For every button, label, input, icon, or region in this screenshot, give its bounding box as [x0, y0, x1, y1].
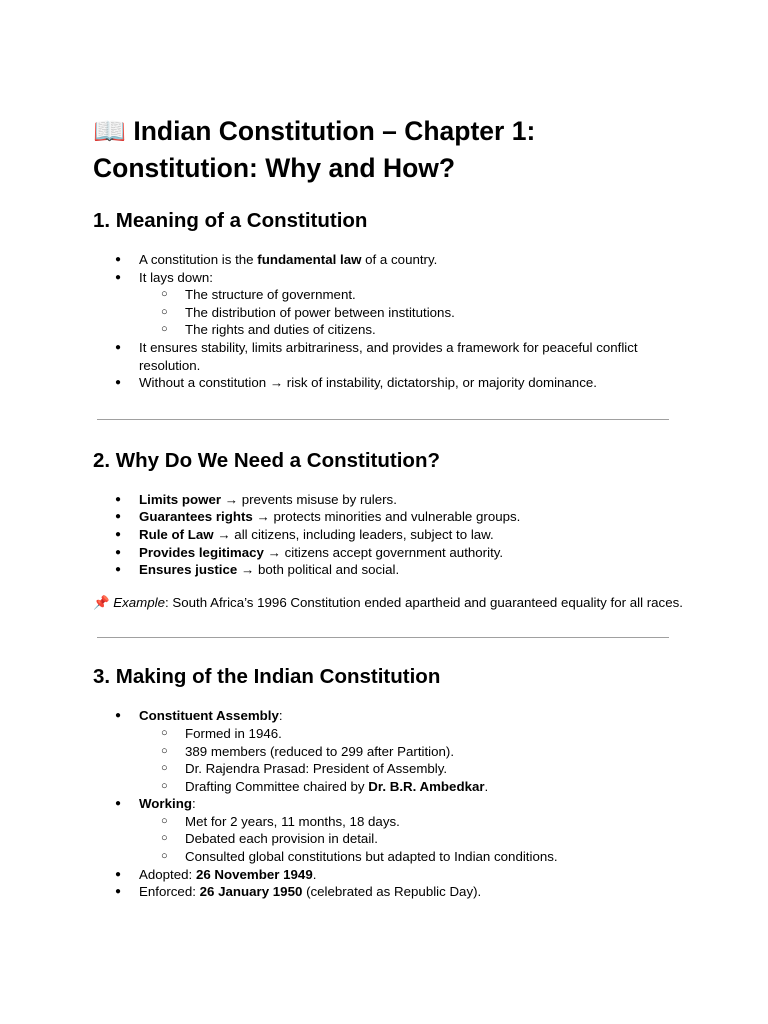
list-item: ● Ensures justice → both political and social.	[93, 561, 683, 579]
list-item: ● Enforced: 26 January 1950 (celebrated as Republic Day).	[93, 883, 683, 901]
sublist-item: ○ Consulted global constitutions but adapted to Indian conditions.	[139, 848, 683, 866]
list-item: ● Limits power → prevents misuse by rulers.	[93, 491, 683, 509]
sublist	[139, 725, 683, 795]
list-item: ● Guarantees rights → protects minorities and vulnerable groups.	[93, 508, 683, 526]
sublist-item: ○ Debated each provision in detail.	[139, 830, 683, 848]
sublist-item: ○ 389 members (reduced to 299 after Partition).	[139, 743, 683, 761]
sublist-item: ○ Formed in 1946.	[139, 725, 683, 743]
title-line1: Indian Constitution – Chapter 1:	[133, 116, 536, 146]
sublist-item: ○ Dr. Rajendra Prasad: President of Assembly.	[139, 760, 683, 778]
list-item: ● It ensures stability, limits arbitrariness, and provides a framework for peaceful conflict resolution.	[93, 339, 683, 374]
section3-list	[93, 707, 683, 901]
sublist	[139, 813, 683, 866]
list-item: ● Working: ○ Met for 2 years, 11 months, 18 days. ○ Debated each provision in detail. ○ Consulted global constitutions but adapted to Indian conditions.	[93, 795, 683, 865]
horizontal-divider	[97, 637, 669, 638]
section2-list	[93, 491, 683, 579]
section1-list	[93, 251, 683, 392]
pushpin-icon: 📌	[93, 594, 110, 610]
section3-heading: 3. Making of the Indian Constitution	[93, 665, 441, 689]
open-book-icon: 📖	[93, 116, 126, 146]
section1-heading: 1. Meaning of a Constitution	[93, 209, 368, 232]
example-text: : South Africa’s 1996 Constitution ended apartheid and guaranteed equality for all races.	[165, 594, 683, 610]
sublist-item: ○ The rights and duties of citizens.	[139, 321, 683, 339]
list-item: ● Rule of Law → all citizens, including leaders, subject to law.	[93, 526, 683, 544]
document-content	[93, 113, 683, 901]
sublist-item: ○ Drafting Committee chaired by Dr. B.R. Ambedkar.	[139, 778, 683, 796]
section2-heading: 2. Why Do We Need a Constitution?	[93, 448, 440, 472]
list-item: ● Without a constitution → risk of instability, dictatorship, or majority dominance.	[93, 374, 683, 392]
list-item: ● It lays down: ○ The structure of government. ○ The distribution of power between institutions. ○ The rights and duties of citizens.	[93, 269, 683, 339]
list-item: ● Constituent Assembly: ○ Formed in 1946. ○ 389 members (reduced to 299 after Partition). ○ Dr. Rajendra Prasad: President of Assembly. ○ Drafting Committee chaired by Dr. B.R. Ambedkar.	[93, 707, 683, 795]
list-item: ● A constitution is the fundamental law of a country.	[93, 251, 683, 269]
example-label: Example	[113, 594, 165, 610]
list-item: ● Adopted: 26 November 1949.	[93, 866, 683, 884]
horizontal-divider	[97, 419, 669, 420]
sublist	[139, 286, 683, 339]
example-note	[93, 594, 683, 612]
sublist-item: ○ The distribution of power between institutions.	[139, 304, 683, 322]
sublist-item: ○ Met for 2 years, 11 months, 18 days.	[139, 813, 683, 831]
page-title	[93, 113, 683, 187]
sublist-item: ○ The structure of government.	[139, 286, 683, 304]
list-item: ● Provides legitimacy → citizens accept government authority.	[93, 544, 683, 562]
title-line2: Constitution: Why and How?	[93, 153, 456, 183]
